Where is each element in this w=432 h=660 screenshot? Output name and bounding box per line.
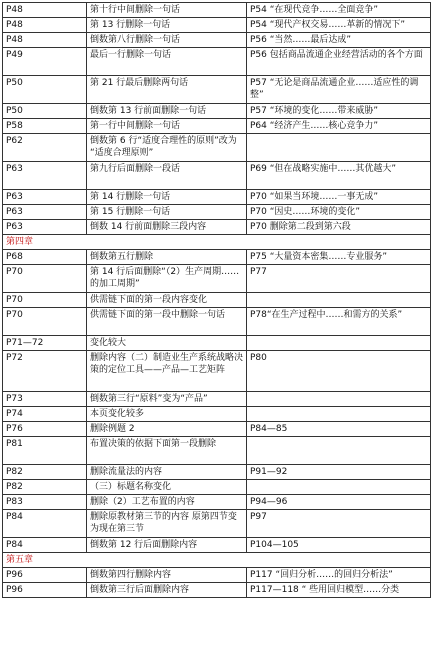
table-row [3, 18, 431, 33]
old-page-cell: P56 “当然……最后达成” [247, 33, 431, 48]
old-page-cell: P70 删除第二段到第六段 [247, 220, 431, 235]
change-cell: 第十行中间删除一句话 [87, 3, 247, 18]
table-row [3, 205, 431, 220]
change-cell: 供需链下面的第一段内容变化 [87, 293, 247, 308]
change-cell: 倒数第 13 行前面删除一句话 [87, 104, 247, 119]
old-page-cell [247, 407, 431, 422]
page-cell: P83 [3, 495, 87, 510]
table-row [3, 583, 431, 598]
page-cell: P84 [3, 510, 87, 538]
change-cell: 删除（2）工艺布置的内容 [87, 495, 247, 510]
change-cell: 第 14 行后面删除“（2）生产周期……的加工周期” [87, 265, 247, 293]
table-row [3, 119, 431, 134]
table-row [3, 265, 431, 293]
old-page-cell: P84—85 [247, 422, 431, 437]
old-page-cell: P69 “但在战略实施中……其优越大” [247, 162, 431, 190]
old-page-cell [247, 392, 431, 407]
page-cell: P48 [3, 18, 87, 33]
change-cell: 第 15 行删除一句话 [87, 205, 247, 220]
page-cell: P48 [3, 33, 87, 48]
old-page-cell: P97 [247, 510, 431, 538]
chapter-heading-row [3, 553, 431, 568]
page-cell: P50 [3, 104, 87, 119]
table-row [3, 48, 431, 76]
errata-sheet [2, 2, 430, 598]
page-cell: P63 [3, 162, 87, 190]
old-page-cell: P94—96 [247, 495, 431, 510]
table-row [3, 293, 431, 308]
change-cell: 倒数第五行删除 [87, 250, 247, 265]
change-cell: 第 13 行删除一句话 [87, 18, 247, 33]
table-row [3, 250, 431, 265]
table-row [3, 162, 431, 190]
old-page-cell: P54 “在现代竞争……全面竞争” [247, 3, 431, 18]
page-cell: P63 [3, 190, 87, 205]
old-page-cell: P117 “回归分析……的回归分析法” [247, 568, 431, 583]
table-row [3, 33, 431, 48]
old-page-cell [247, 134, 431, 162]
old-page-cell: P104—105 [247, 538, 431, 553]
page-cell: P96 [3, 583, 87, 598]
old-page-cell: P54 “现代产权交易……革新的情况下” [247, 18, 431, 33]
change-cell: 倒数第 6 行“适度合理性的原则”改为 “适度合理原则” [87, 134, 247, 162]
page-cell: P72 [3, 351, 87, 392]
old-page-cell: P80 [247, 351, 431, 392]
change-cell: 变化较大 [87, 336, 247, 351]
change-cell: 第一行中间删除一句话 [87, 119, 247, 134]
change-cell: 第九行后面删除一段话 [87, 162, 247, 190]
change-cell: 供需链下面的第一段中删除一句话 [87, 308, 247, 336]
table-row [3, 465, 431, 480]
table-row [3, 538, 431, 553]
change-cell: 倒数第三行后面删除内容 [87, 583, 247, 598]
old-page-cell: P57 “环境的变化……带来威胁” [247, 104, 431, 119]
old-page-cell: P77 [247, 265, 431, 293]
old-page-cell [247, 480, 431, 495]
table-row [3, 336, 431, 351]
old-page-cell: P70 “因史……环境的变化” [247, 205, 431, 220]
page-cell: P81 [3, 437, 87, 465]
old-page-cell: P91—92 [247, 465, 431, 480]
change-cell: 删除原教材第三节的内容 原第四节变为现在第三节 [87, 510, 247, 538]
errata-table [2, 2, 431, 598]
change-cell: 第 14 行删除一句话 [87, 190, 247, 205]
change-cell: 最后一行删除一句话 [87, 48, 247, 76]
change-cell: 倒数 14 行前面删除三段内容 [87, 220, 247, 235]
table-row [3, 407, 431, 422]
change-cell: （三）标题名称变化 [87, 480, 247, 495]
table-row [3, 510, 431, 538]
change-cell: 倒数第四行删除内容 [87, 568, 247, 583]
table-row [3, 190, 431, 205]
page-cell: P70 [3, 293, 87, 308]
page-cell: P71—72 [3, 336, 87, 351]
table-row [3, 392, 431, 407]
old-page-cell [247, 336, 431, 351]
change-cell: 删除流量法的内容 [87, 465, 247, 480]
chapter-heading: 第五章 [3, 553, 431, 568]
page-cell: P84 [3, 538, 87, 553]
old-page-cell: P57 “无论是商品流通企业……适应性的调整” [247, 76, 431, 104]
chapter-heading: 第四章 [3, 235, 431, 250]
table-row [3, 480, 431, 495]
old-page-cell: P75 “大量资本密集……专业服务” [247, 250, 431, 265]
old-page-cell: P70 “如果当环境……一事无成” [247, 190, 431, 205]
page-cell: P63 [3, 205, 87, 220]
page-cell: P82 [3, 465, 87, 480]
old-page-cell [247, 437, 431, 465]
old-page-cell [247, 293, 431, 308]
old-page-cell: P64 “经济产生……核心竞争力” [247, 119, 431, 134]
page-cell: P96 [3, 568, 87, 583]
chapter-heading-row [3, 235, 431, 250]
change-cell: 倒数第 12 行后面删除内容 [87, 538, 247, 553]
page-cell: P48 [3, 3, 87, 18]
change-cell: 删除例题 2 [87, 422, 247, 437]
page-cell: P49 [3, 48, 87, 76]
page-cell: P63 [3, 220, 87, 235]
table-row [3, 495, 431, 510]
change-cell: 布置决策的依据下面第一段删除 [87, 437, 247, 465]
table-row [3, 437, 431, 465]
page-cell: P70 [3, 265, 87, 293]
errata-table-body [3, 3, 431, 598]
table-row [3, 351, 431, 392]
old-page-cell: P56 包括商品流通企业经营活动的各个方面 [247, 48, 431, 76]
page-cell: P82 [3, 480, 87, 495]
table-row [3, 134, 431, 162]
table-row [3, 104, 431, 119]
page-cell: P76 [3, 422, 87, 437]
change-cell: 本页变化较多 [87, 407, 247, 422]
table-row [3, 568, 431, 583]
page-cell: P50 [3, 76, 87, 104]
page-cell: P74 [3, 407, 87, 422]
page-cell: P70 [3, 308, 87, 336]
table-row [3, 76, 431, 104]
table-row [3, 220, 431, 235]
old-page-cell: P78“在生产过程中……和需方的关系” [247, 308, 431, 336]
page-cell: P68 [3, 250, 87, 265]
change-cell: 倒数第三行“原料”变为“产品” [87, 392, 247, 407]
page-cell: P58 [3, 119, 87, 134]
table-row [3, 422, 431, 437]
change-cell: 倒数第八行删除一句话 [87, 33, 247, 48]
change-cell: 第 21 行最后删除两句话 [87, 76, 247, 104]
page-cell: P62 [3, 134, 87, 162]
page-cell: P73 [3, 392, 87, 407]
table-row [3, 3, 431, 18]
old-page-cell: P117—118 “ 些用回归模型……分类 [247, 583, 431, 598]
table-row [3, 308, 431, 336]
change-cell: 删除内容（二）制造业生产系统战略决策的定位工具——产品—工艺矩阵 [87, 351, 247, 392]
